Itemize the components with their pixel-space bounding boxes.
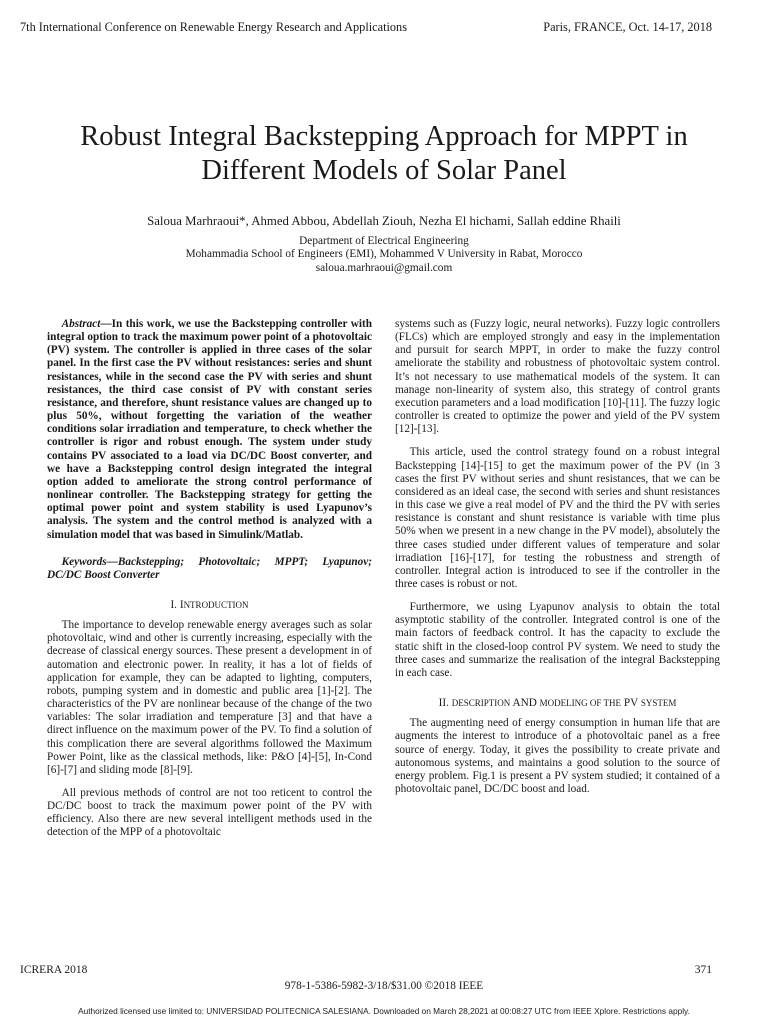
running-header-location-date: Paris, FRANCE, Oct. 14-17, 2018 (543, 20, 712, 34)
author-email: saloua.marhraoui@gmail.com (315, 262, 453, 274)
paper-title-line-1: Robust Integral Backstepping Approach for MPPT in (80, 121, 688, 152)
paper-title-line-2: Different Models of Solar Panel (201, 155, 567, 186)
left-column (47, 318, 372, 840)
section-heading-description-modeling (395, 697, 720, 710)
affiliation-department: Department of Electrical Engineering (299, 235, 469, 247)
footer-isbn-copyright: 978-1-5386-5982-3/18/$31.00 ©2018 IEEE (284, 980, 484, 992)
section-1-numeral: I. (170, 598, 177, 611)
intro-paragraph-1: The importance to develop renewable energy averages such as solar photovoltaic, wind and other is currently increasing, especially with the decrease of classical energy sources. These present a development in of automation and electronic power. In reality, it has a lot of fields of application for example, they can be adapted to lighting, computers, robots, pumping system and in domestic and public area [1]-[2]. The characteristics of the PV are nonlinear because of the change of the two variables: The solar irradiation and temperature [3] and that have a direct influence on the maximum power of the PV. To find a solution of this complication there are several algorithms followed the Maximum Power Point, like as the classical methods, like: P&O [4]-[5], In-Cond [6]-[7] and sliding mode [8]-[9]. (47, 619, 372, 776)
intro-paragraph-3: This article, used the control strategy found on a robust integral Backstepping [14]-[15] to get the maximum power of the PV (in 3 cases the first PV without series and shunt resistances, that we can be considered as an ideal case, the second with series and shunt resistances in this case we give a real model of PV and the third the PV with series resistance is constant and shunt resistance is variable with time plus 50% when we present in a new change in the PV model), absolutely the three cases studied under different values of temperature and solar irradiation [16]-[17], for testing the robustness and strength of controller. Integral action is introduced to see if the controller in the three cases is robust or not. (395, 446, 720, 590)
section-2-heading-part-c: MODELING OF THE (539, 698, 622, 709)
abstract (47, 318, 372, 542)
section-2-heading-part-a: DESCRIPTION (451, 698, 511, 709)
right-column (395, 318, 720, 796)
footer-venue: ICRERA 2018 (20, 964, 88, 976)
section-1-heading-initial: I (179, 598, 184, 611)
section-2-numeral: II. (438, 697, 449, 710)
section-2-paragraph-1: The augmenting need of energy consumption in human life that are augments the interest to introduce of a photovoltaic panel as a free source of energy. Today, it gives the possibility to create private and autonomous systems, and maintains a good solution to the source of energy problem. Fig.1 is present a PV system studied; it contained of a photovoltaic panel, DC/DC boost and load. (395, 717, 720, 795)
intro-paragraph-4: Furthermore, we using Lyapunov analysis to obtain the total asymptotic stability of the controller. Integrated control is one of the main factors of feedback control. It has the capacity to exclude the static shift in the closed-loop control PV system. We need to study the three cases and summarize the realisation of the integral Backstepping in each case. (395, 601, 720, 679)
footer-page-number: 371 (694, 964, 712, 976)
intro-paragraph-2: All previous methods of control are not too reticent to control the DC/DC boost to track the maximum power point of the PV with efficiency. Also there are new several intelligent methods used in the detection of the MPP of a photovoltaic (47, 787, 372, 839)
keywords: Keywords—Backstepping; Photovoltaic; MPPT; Lyapunov; DC/DC Boost Converter (47, 555, 372, 581)
intro-paragraph-2-continued: systems such as (Fuzzy logic, neural networks). Fuzzy logic controllers (FLCs) which are employed strongly and easy in the implementation and pursuit for search MPPT, in order to make the fuzzy control ameliorate the stability and robustness of photovoltaic system control. It’s not necessary to use mathematical models of the system. It can manage non-linearity of system also, this strategy of control grants execution parameters and a load modification [10]-[11]. The fuzzy logic controller is created to optimize the power and yield of the PV system [12]-[13]. (395, 318, 720, 436)
paper-title (0, 120, 768, 188)
abstract-dash: — (100, 318, 112, 330)
license-notice: Authorized licensed use limited to: UNIVERSIDAD POLITECNICA SALESIANA. Downloaded on March 28,2021 at 00:08:27 UTC from IEEE Xplore. Restrictions apply. (78, 1006, 690, 1016)
running-header-conference: 7th International Conference on Renewable Energy Research and Applications (20, 20, 407, 34)
abstract-label: Abstract (61, 318, 101, 330)
author-list: Saloua Marhraoui*, Ahmed Abbou, Abdellah Ziouh, Nezha El hichami, Sallah eddine Rhaili (147, 214, 621, 228)
section-2-heading-part-d: PV (623, 697, 639, 710)
section-heading-introduction (47, 599, 372, 612)
section-1-heading-rest: NTRODUCTION (183, 599, 249, 610)
affiliation-school: Mohammadia School of Engineers (EMI), Mohammed V University in Rabat, Morocco (185, 248, 583, 260)
section-2-heading-part-b: AND (512, 697, 537, 710)
section-2-heading-part-e: SYSTEM (640, 698, 677, 709)
abstract-text: In this work, we use the Backstepping controller with integral option to track the maximum power point of a photovoltaic (PV) system. The controller is applied in three cases of the solar panel. In the first case the PV without resistances: series and shunt resistances, while in the second case the PV with series and shunt resistances, the third case consist of PV with constant series resistance, and therefore, shunt resistance values are changed up to plus 50%, without forgetting the variation of the weather conditions solar irradiation and temperature, to check whether the controller is rigor and robust enough. The system under study contains PV associated to a load via DC/DC Boost converter, and we have a Backstepping control design integrated the integral option added to ameliorate the strong control performance of nonlinear controller. The Backstepping strategy for getting the optimal power point and system stability is used Lyapunov’s analysis. The system and the control method is analyzed with a simulation model that was based in Simulink/Matlab. (47, 318, 372, 541)
